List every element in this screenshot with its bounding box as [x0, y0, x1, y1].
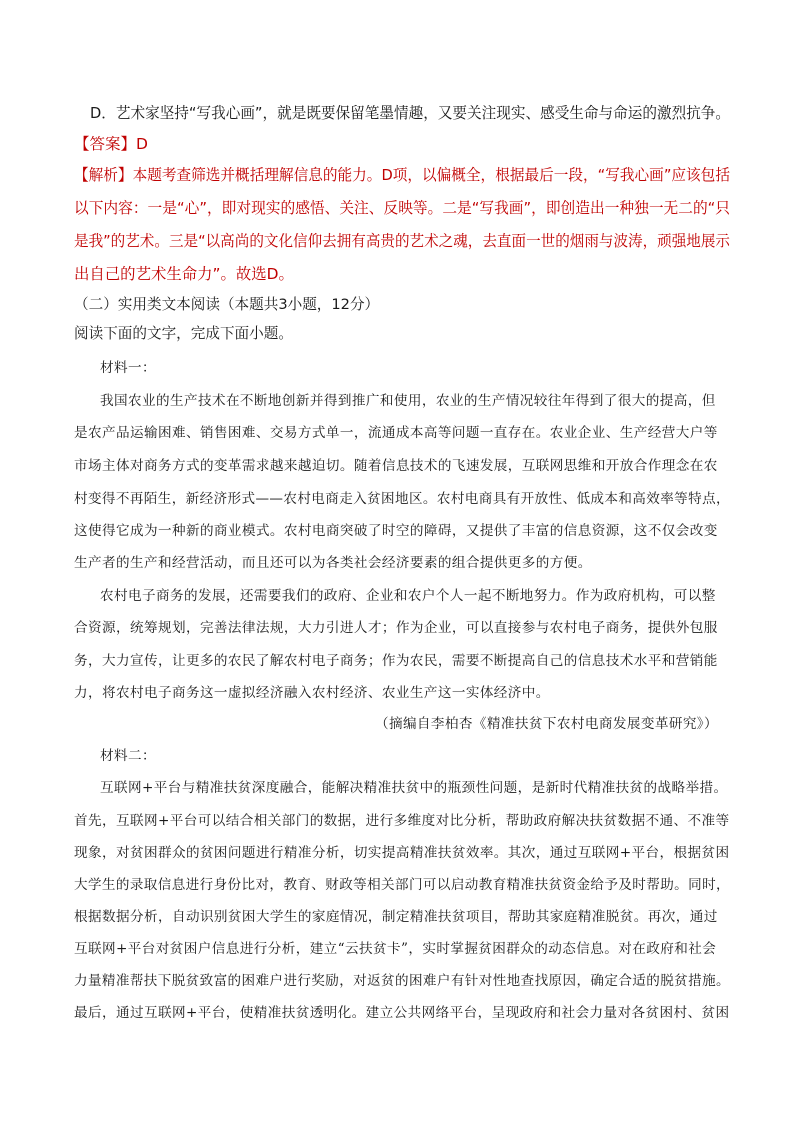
analysis-line-2: 以下内容：一是“心”，即对现实的感悟、关注、反映等。二是“写我画”，即创造出一种独一无二的“只 — [74, 199, 731, 217]
material1-label: 材料一： — [100, 360, 156, 376]
answer-tag: 【答案】 — [74, 135, 137, 153]
material1-line: 我国农业的生产技术在不断地创新并得到推广和使用，农业的生产情况较往年得到了很大的提高，但 — [100, 393, 716, 409]
answer-line — [74, 134, 148, 154]
material1-line: 市场主体对商务方式的变革需求越来越迫切。随着信息技术的飞速发展，互联网思维和开放合作理念在农 — [74, 458, 718, 474]
material1-line: 这使得它成为一种新的商业模式。农村电商突破了时空的障碍，又提供了丰富的信息资源，这不仅会改变 — [74, 523, 718, 539]
material2-line: 力量精准帮扶下脱贫致富的困难户进行奖励，对返贫的困难户有针对性地查找原因，确定合适的脱贫措施。 — [74, 973, 730, 989]
material2-line: 首先，互联网+平台可以结合相关部门的数据，进行多维度对比分析，帮助政府解决扶贫数据不通、不准等 — [74, 813, 730, 829]
material2-line: 现象，对贫困群众的贫困问题进行精准分析，切实提高精准扶贫效率。其次，通过互联网+平台，根据贫困 — [74, 845, 730, 861]
material1-line: 合资源，统筹规划，完善法律法规，大力引进人才；作为企业，可以直接参与农村电子商务，提供外包服 — [74, 620, 718, 636]
analysis-line-1 — [74, 165, 730, 185]
material1-source: （摘编自李柏杏《精准扶贫下农村电商发展变革研究》） — [374, 716, 718, 732]
material1-line: 是农产品运输困难、销售困难、交易方式单一，流通成本高等问题一直存在。农业企业、生产经营大户等 — [74, 425, 718, 441]
material1-line: 村变得不再陌生，新经济形式——农村电商走入贫困地区。农村电商具有开放性、低成本和高效率等特点， — [74, 491, 730, 507]
answer-value: D — [136, 135, 148, 153]
material1-line: 力，将农村电子商务这一虚拟经济融入农村经济、农业生产这一实体经济中。 — [74, 685, 550, 701]
instruction-text: 阅读下面的文字，完成下面小题。 — [74, 325, 293, 342]
analysis-text: 本题考查筛选并概括理解信息的能力。D项，以偏概全，根据最后一段，“写我心画”应该包括 — [132, 166, 730, 184]
material2-line: 最后，通过互联网+平台，使精准扶贫透明化。建立公共网络平台，呈现政府和社会力量对各贫困村、贫困 — [74, 1005, 730, 1021]
analysis-line-4: 出自己的艺术生命力”。故选D。 — [74, 265, 294, 283]
material1-line: 生产者的生产和经营活动，而且还可以为各类社会经济要素的组合提供更多的方便。 — [74, 555, 592, 571]
material2-line: 大学生的录取信息进行身份比对，教育、财政等相关部门可以启动教育精准扶贫资金给予及时帮助。同时， — [74, 877, 730, 893]
material2-line: 根据数据分析，自动识别贫困大学生的家庭情况，制定精准扶贫项目，帮助其家庭精准脱贫。再次，通过 — [74, 909, 718, 925]
material2-label: 材料二： — [100, 748, 156, 764]
material2-line: 互联网+平台对贫困户信息进行分析，建立“云扶贫卡”，实时掌握贫困群众的动态信息。对在政府和社会 — [74, 941, 717, 957]
material1-line: 务，大力宣传，让更多的农民了解农村电子商务；作为农民，需要不断提高自己的信息技术水平和营销能 — [74, 653, 718, 669]
material2-line: 互联网+平台与精准扶贫深度融合，能解决精准扶贫中的瓶颈性问题，是新时代精准扶贫的战略举措。 — [100, 780, 728, 796]
option-d-text: D．艺术家坚持“写我心画”，就是既要保留笔墨情趣，又要关注现实、感受生命与命运的激烈抗争。 — [90, 104, 731, 122]
material1-line: 农村电子商务的发展，还需要我们的政府、企业和农户个人一起不断地努力。作为政府机构，可以整 — [100, 588, 716, 604]
analysis-line-3: 是我”的艺术。三是“以高尚的文化信仰去拥有高贵的艺术之魂，去直面一世的烟雨与波涛，顽强地展示 — [74, 232, 730, 250]
section-heading: （二）实用类文本阅读（本题共3小题，12分） — [74, 296, 380, 313]
analysis-tag: 【解析】 — [74, 166, 133, 184]
